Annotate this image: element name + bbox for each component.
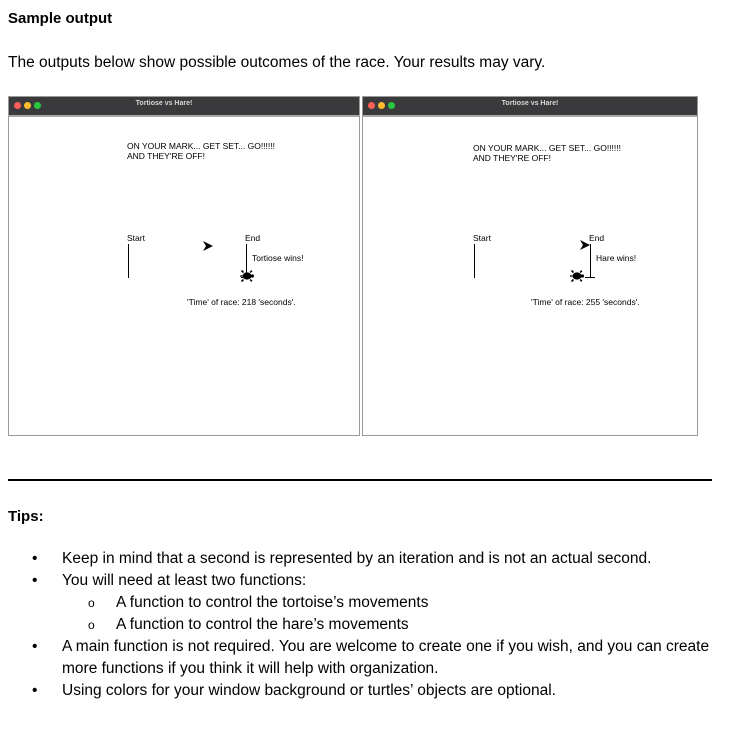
intro-paragraph: The outputs below show possible outcomes of the race. Your results may vary. bbox=[8, 54, 546, 71]
off-message: AND THEY'RE OFF! bbox=[127, 151, 205, 161]
result-message: Tortiose wins! bbox=[252, 253, 304, 263]
section-divider bbox=[8, 479, 712, 481]
tip-text: Keep in mind that a second is represented by an iteration and is not an actual second. bbox=[62, 550, 652, 567]
section-heading-sample-output: Sample output bbox=[8, 10, 113, 27]
end-label: End bbox=[589, 233, 605, 243]
off-message: AND THEY'RE OFF! bbox=[473, 153, 551, 163]
bullet-icon: • bbox=[32, 550, 38, 567]
list-item bbox=[0, 636, 742, 680]
hare-arrow-icon bbox=[580, 240, 590, 250]
list-item bbox=[0, 570, 742, 592]
start-label: Start bbox=[127, 233, 145, 243]
hare-arrow-icon bbox=[203, 241, 213, 251]
tip-text: A function to control the tortoise’s movements bbox=[116, 594, 429, 611]
window-titlebar bbox=[363, 97, 697, 117]
window-title: Tortiose vs Hare! bbox=[135, 100, 193, 107]
tip-text: A function to control the hare’s movements bbox=[116, 616, 409, 633]
bullet-icon: • bbox=[32, 638, 38, 655]
start-label: Start bbox=[473, 233, 491, 243]
race-time-text: 'Time' of race: 218 'seconds'. bbox=[187, 297, 296, 307]
tip-text: Using colors for your window background or turtles’ objects are optional. bbox=[62, 682, 556, 699]
window-titlebar bbox=[9, 97, 359, 117]
window-title: Tortiose vs Hare! bbox=[501, 100, 559, 107]
bullet-icon: • bbox=[32, 682, 38, 699]
start-message: ON YOUR MARK... GET SET... GO!!!!!! bbox=[473, 143, 621, 153]
list-item bbox=[0, 680, 742, 702]
end-line bbox=[590, 244, 591, 278]
start-line bbox=[128, 244, 129, 278]
end-line-base bbox=[585, 277, 595, 278]
race-time-text: 'Time' of race: 255 'seconds'. bbox=[531, 297, 640, 307]
tips-list bbox=[0, 548, 742, 702]
sub-bullet-icon: o bbox=[88, 618, 95, 632]
list-item bbox=[0, 592, 742, 614]
turtle-icon bbox=[239, 268, 255, 284]
start-line bbox=[474, 244, 475, 278]
end-label: End bbox=[245, 233, 261, 243]
tip-text: You will need at least two functions: bbox=[62, 572, 307, 589]
result-message: Hare wins! bbox=[596, 253, 637, 263]
sub-bullet-icon: o bbox=[88, 596, 95, 610]
turtle-icon bbox=[569, 268, 585, 284]
turtle-window-2 bbox=[362, 96, 698, 436]
list-item bbox=[0, 614, 742, 636]
turtle-canvas bbox=[363, 117, 697, 435]
turtle-canvas bbox=[9, 117, 359, 435]
list-item bbox=[0, 548, 742, 570]
bullet-icon: • bbox=[32, 572, 38, 589]
tip-text: A main function is not required. You are welcome to create one if you wish, and you can create more functions if you think it will help with organization. bbox=[62, 638, 710, 677]
tips-heading: Tips: bbox=[8, 508, 44, 525]
turtle-window-1 bbox=[8, 96, 360, 436]
start-message: ON YOUR MARK... GET SET... GO!!!!!! bbox=[127, 141, 275, 151]
